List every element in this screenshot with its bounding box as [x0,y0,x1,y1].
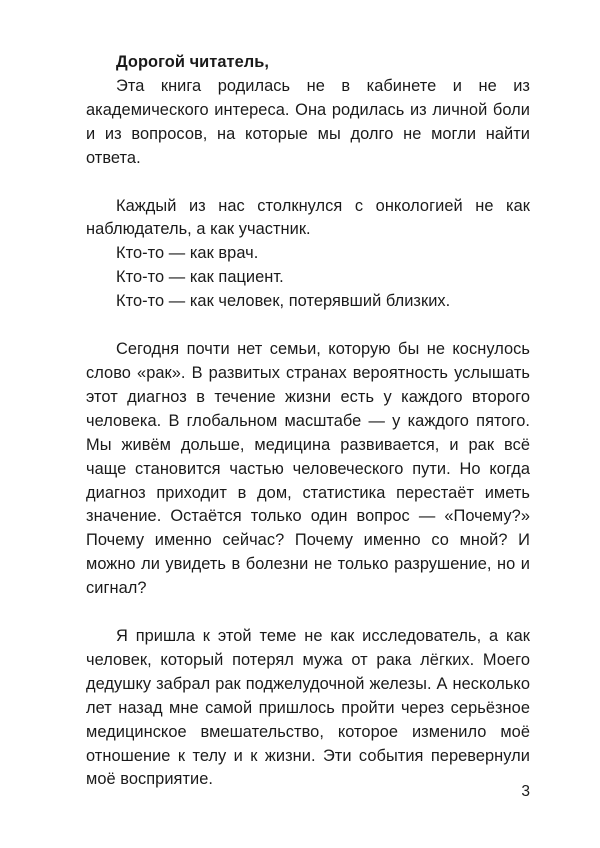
greeting-heading: Дорогой читатель, [116,53,269,71]
paragraph-statistics: Сегодня почти нет семьи, которую бы не коснулось слово «рак». В развитых странах вероятность услышать этот диагноз в течение жизни есть у каждого второго человека. В глобальном масштабе — у каждого пятого. Мы живём дольше, медицина развивается, и рак всё чаще становится частью человеческого пути. Но когда диагноз приходит в дом, статистика перестаёт иметь значение. Остаётся только один вопрос — «Почему?» Почему именно сейчас? Почему именно со мной? И можно ли увидеть в болезни не только разрушение, но и сигнал? [86,340,530,598]
paragraph-gap [86,171,530,195]
paragraph-gap [86,314,530,338]
line-doctor: Кто-то — как врач. [116,244,259,263]
page-number: 3 [521,783,530,800]
paragraph-gap [86,601,530,625]
paragraph-participant: Каждый из нас столкнулся с онкологией не как наблюдатель, а как участник. [86,196,530,239]
paragraph-intro: Эта книга родилась не в кабинете и не из академического интереса. Она родилась из личной боли и из вопросов, на которые мы долго не могли найти ответа. [86,76,530,167]
page-body [86,51,530,792]
line-lost-relatives: Кто-то — как человек, потерявший близких. [116,292,451,311]
line-patient: Кто-то — как пациент. [116,268,284,287]
paragraph-personal-story: Я пришла к этой теме не как исследователь, а как человек, который потерял мужа от рака лёгких. Моего дедушку забрал рак поджелудочной железы. А несколько лет назад мне самой пришлось пройти через серьёзное медицинское вмешательство, которое изменило моё отношение к телу и к жизни. Эти события перевернули моё восприятие. [86,627,530,789]
